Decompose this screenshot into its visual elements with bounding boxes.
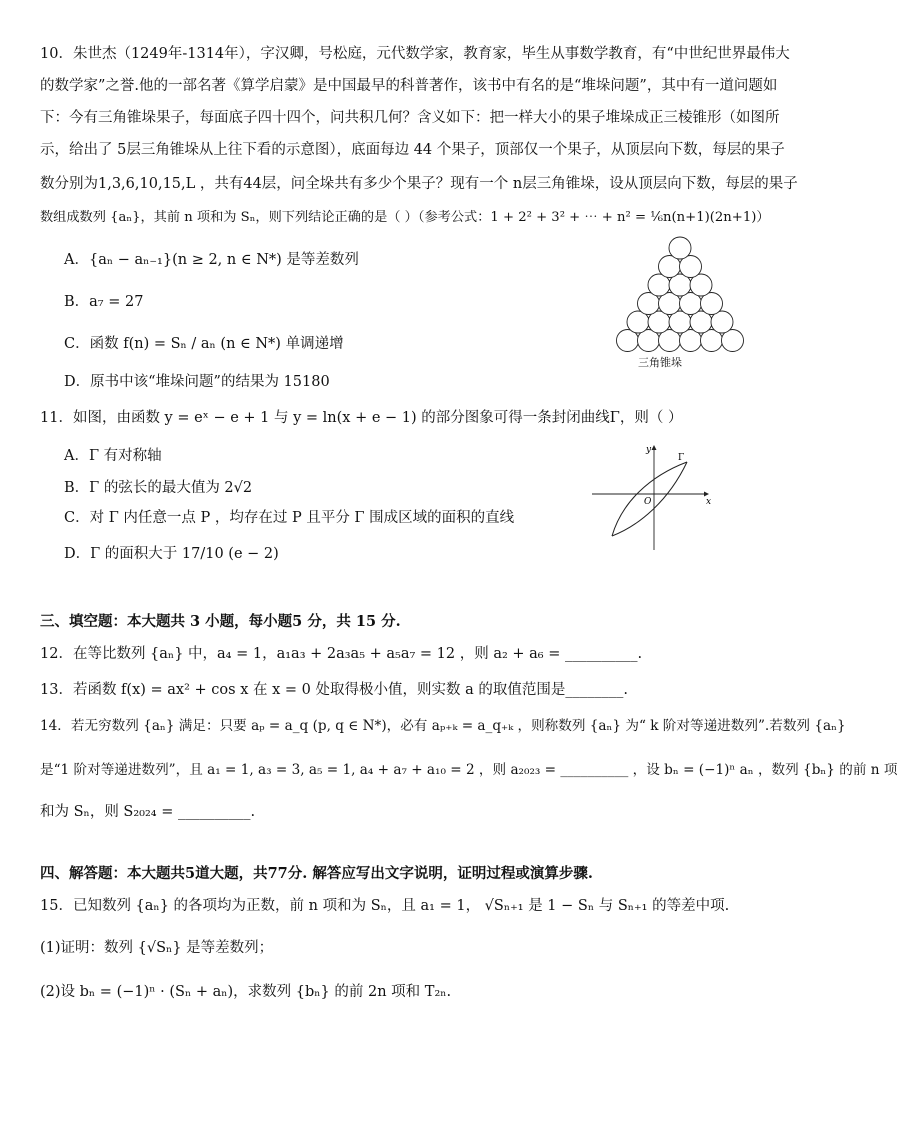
- triangular-pile-figure: [590, 232, 770, 372]
- q10-line-5: 数分别为1,3,6,10,15,L ，共有44层，问全垛共有多少个果子？现有一个 n层三角锥垛，设从顶层向下数，每层的果子: [40, 176, 798, 192]
- y-axis-label: y: [646, 445, 652, 455]
- q15-part-1: (1)证明：数列 {√Sₙ} 是等差数列；: [40, 940, 274, 956]
- q11-option-d: D．Γ 的面积大于 17/10 (e − 2): [64, 546, 279, 562]
- q10-line-2: 的数学家”之誉.他的一部名著《算学启蒙》是中国最早的科普著作，该书中有名的是“堆垛问题”，其中有一道问题如: [40, 78, 778, 94]
- q10-line-6: 数组成数列 {aₙ}，其前 n 项和为 Sₙ，则下列结论正确的是（ ）（参考公式：1 + 2² + 3² + ⋯ + n² = ⅙n(n+1)(2n+1)）: [40, 210, 770, 225]
- q11-option-b: B．Γ 的弦长的最大值为 2√2: [64, 480, 253, 496]
- q10-line-3: 下：今有三角锥垛果子，每面底子四十四个，问共积几何？含义如下：把一样大小的果子堆垛成正三棱锥形（如图所: [40, 110, 780, 126]
- q10-line-1: 10．朱世杰（1249年-1314年），字汉卿，号松庭，元代数学家，教育家，毕生从事数学教育，有“中世纪世界最伟大: [40, 46, 790, 62]
- x-axis-label: x: [706, 497, 712, 507]
- section-4-title: 四、解答题：本大题共5道大题，共77分. 解答应写出文字说明，证明过程或演算步骤.: [40, 865, 593, 882]
- fruit-ball: [669, 237, 691, 259]
- q10-option-c: C．函数 f(n) = Sₙ / aₙ (n ∈ N*) 单调递增: [64, 336, 344, 352]
- q15-part-2: (2)设 bₙ = (−1)ⁿ · (Sₙ + aₙ)，求数列 {bₙ} 的前 2n 项和 T₂ₙ.: [40, 984, 452, 1000]
- pile-figure-caption: 三角锥垛: [638, 356, 682, 369]
- curve-label: Γ: [678, 453, 685, 463]
- q10-option-a: A．{aₙ − aₙ₋₁}(n ≥ 2, n ∈ N*) 是等差数列: [64, 252, 359, 268]
- x-axis-arrow-icon: [704, 492, 709, 497]
- q10-option-d: D．原书中该“堆垛问题”的结果为 15180: [64, 374, 330, 390]
- q10-line-4: 示，给出了 5层三角锥垛从上往下看的示意图），底面每边 44 个果子，顶部仅一个果子，从顶层向下数，每层的果子: [40, 142, 785, 158]
- q13: 13．若函数 f(x) = ax² + cos x 在 x = 0 处取得极小值，则实数 a 的取值范围是________.: [40, 682, 628, 698]
- section-3-title: 三、填空题：本大题共 3 小题，每小题5 分，共 15 分.: [40, 613, 401, 630]
- q14-line-3: 和为 Sₙ，则 S₂₀₂₄ = __________.: [40, 804, 256, 820]
- q14-line-1: 14．若无穷数列 {aₙ} 满足：只要 aₚ = a_q (p, q ∈ N*)，必有 aₚ₊ₖ = a_q₊ₖ ，则称数列 {aₙ} 为“ k 阶对等递进数列”.若数列 {aₙ}: [40, 718, 846, 734]
- q11-option-a: A．Γ 有对称轴: [64, 448, 162, 464]
- q12: 12．在等比数列 {aₙ} 中，a₄ = 1，a₁a₃ + 2a₃a₅ + a₅a₇ = 12 ，则 a₂ + a₆ = __________.: [40, 646, 643, 662]
- q11-option-c: C．对 Γ 内任意一点 P ，均存在过 P 且平分 Γ 围成区域的面积的直线: [64, 510, 515, 526]
- y-axis-arrow-icon: [652, 445, 657, 450]
- q11-stem: 11．如图，由函数 y = eˣ − e + 1 与 y = ln(x + e − 1) 的部分图象可得一条封闭曲线Γ，则（ ）: [40, 410, 683, 426]
- q15-stem: 15．已知数列 {aₙ} 的各项均为正数，前 n 项和为 Sₙ，且 a₁ = 1， √Sₙ₊₁ 是 1 − Sₙ 与 Sₙ₊₁ 的等差中项.: [40, 898, 730, 914]
- q10-option-b: B．a₇ = 27: [64, 294, 144, 310]
- closed-curve-graph: [590, 442, 720, 552]
- q14-line-2: 是“1 阶对等递进数列”，且 a₁ = 1, a₃ = 3, a₅ = 1, a₄ + a₇ + a₁₀ = 2 ，则 a₂₀₂₃ = __________ ，设 bₙ = (−1)ⁿ aₙ ，数列 {bₙ} 的前 n 项: [40, 762, 897, 778]
- origin-label: O: [644, 497, 652, 507]
